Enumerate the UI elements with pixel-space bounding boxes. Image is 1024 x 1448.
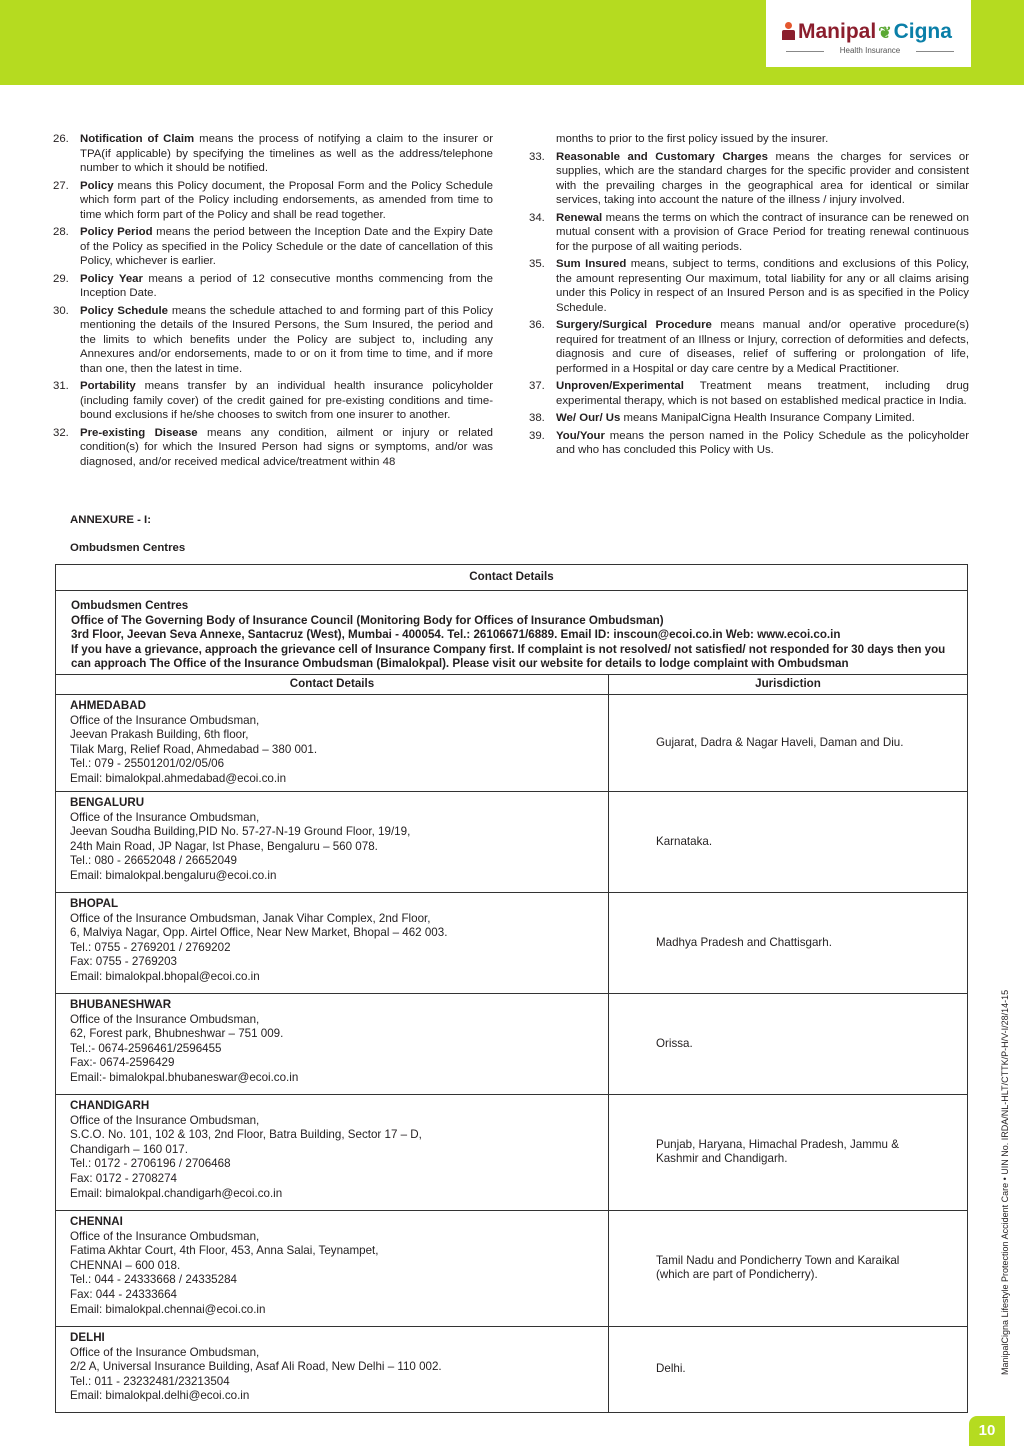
jurisdiction-cell: Madhya Pradesh and Chattisgarh. (609, 892, 968, 993)
intro-line: If you have a grievance, approach the grievance cell of Insurance Company first. If complaint is not resolved/ not satisfied/ not responded for 30 days then you can approach The Office of the Insurance Ombudsman (Bimalokpal). Please visit our website for details to lodge complaint with Ombudsman (71, 642, 946, 671)
logo-subtitle: Health Insurance (786, 46, 954, 55)
table-intro (56, 591, 968, 675)
office-address-line: Office of the Insurance Ombudsman, (70, 1345, 260, 1359)
definitions-left-column (53, 132, 493, 472)
definition-number: 33. (529, 150, 545, 163)
definition-text: means this Policy document, the Proposal Form and the Policy Schedule which form part of the Policy including endorsements, as amended from time to time which form part of the Policy and shall be read together. (80, 179, 493, 221)
definition-term: Policy Period (80, 226, 153, 238)
intro-line: Ombudsmen Centres (71, 599, 189, 612)
logo-brand-cigna: Cigna (893, 20, 952, 43)
office-city: AHMEDABAD (70, 698, 146, 712)
office-address-line: Jeevan Prakash Building, 6th floor, (70, 728, 249, 742)
definition-text: means a period of 12 consecutive months commencing from the Inception Date. (80, 272, 493, 299)
definition-term: Policy Year (80, 272, 143, 285)
definition-text: means ManipalCigna Health Insurance Company Limited. (620, 412, 915, 424)
office-address-line: Chandigarh – 160 017. (70, 1142, 188, 1156)
office-address-cell (56, 791, 609, 892)
company-logo (766, 0, 971, 67)
office-address-line: Email: bimalokpal.bhopal@ecoi.co.in (70, 969, 260, 983)
definition-text: means the period between the Inception Date and the Expiry Date of the Policy as specified in the Policy Schedule or the date of cancellation of this Policy, whichever is earlier. (80, 226, 493, 267)
table-row (56, 1326, 968, 1412)
definition-term: You/Your (556, 429, 605, 442)
office-address-line: CHENNAI – 600 018. (70, 1258, 181, 1272)
definition-text: means any condition, ailment or injury or related condition(s) for which the Insured Person had signs or symptoms, and/or was diagnosed, and/or received medical advice/treatment within 48 (80, 426, 494, 468)
definition-term: Notification of Claim (80, 133, 195, 145)
jurisdiction-cell: Gujarat, Dadra & Nagar Haveli, Daman and Diu. (609, 694, 968, 791)
office-city: CHANDIGARH (70, 1098, 150, 1112)
office-address-line: Fatima Akhtar Court, 4th Floor, 453, Anna Salai, Teynampet, (70, 1244, 379, 1258)
office-address-line: Tel.: 011 - 23232481/23213504 (70, 1374, 230, 1388)
table-row (56, 993, 968, 1094)
office-address-cell (56, 1326, 609, 1412)
definition-continuation: months to prior to the first policy issued by the insurer. (556, 133, 829, 145)
definition-number: 36. (529, 319, 545, 331)
office-address-cell (56, 694, 609, 791)
office-address-line: Tel.: 080 - 26652048 / 26652049 (70, 854, 237, 868)
office-address-line: Tel.: 044 - 24333668 / 24335284 (70, 1273, 237, 1287)
table-row (56, 892, 968, 993)
definition-number: 30. (53, 304, 69, 317)
definition-item (529, 411, 969, 426)
office-address-line: Office of the Insurance Ombudsman, Janak Vihar Complex, 2nd Floor, (70, 911, 431, 925)
definition-item (53, 272, 493, 301)
definition-number: 28. (53, 226, 69, 238)
definition-text: means the schedule attached to and forming part of this Policy mentioning the details of the Insured Persons, the Sum Insured, the period and the limits to which benefits under the Policy are subject to, including any Annexures and/or endorsements, made to or on it from time to time, and if more than one, then the latest in time. (80, 304, 493, 375)
table-row (56, 694, 968, 791)
definition-item (53, 179, 493, 223)
office-address-line: Fax: 044 - 24333664 (70, 1287, 177, 1301)
office-address-line: Fax: 0172 - 2708274 (70, 1171, 177, 1185)
office-address-line: S.C.O. No. 101, 102 & 103, 2nd Floor, Batra Building, Sector 17 – D, (70, 1128, 422, 1142)
definition-text: means the terms on which the contract of insurance can be renewed on mutual consent with a provision of Grace Period for treating renewal continuous for the purpose of all waiting periods. (556, 211, 969, 253)
office-address-line: Office of the Insurance Ombudsman, (70, 713, 260, 727)
definition-text: means, subject to terms, conditions and exclusions of this Policy, the amount representing Our maximum, total liability for any or all claims arising under this Policy in respect of an Insured Person and is as specified in the Policy Schedule. (556, 258, 969, 314)
definition-number: 38. (529, 412, 545, 424)
definition-item (53, 304, 493, 377)
office-address-line: Jeevan Soudha Building,PID No. 57-27-N-19 Ground Floor, 19/19, (70, 825, 411, 839)
office-address-cell (56, 892, 609, 993)
office-address-line: Tel.: 079 - 25501201/02/05/06 (70, 757, 225, 771)
definition-item (53, 379, 493, 423)
header-bar (0, 0, 1024, 85)
office-city: BENGALURU (70, 795, 145, 809)
definition-term: We/ Our/ Us (556, 412, 621, 424)
definition-text: Treatment means treatment, including drug experimental therapy, which is not based on established medical practice in India. (556, 380, 969, 407)
office-city: DELHI (70, 1330, 105, 1344)
office-address-line: 6, Malviya Nagar, Opp. Airtel Office, Near New Market, Bhopal – 462 003. (70, 926, 448, 940)
definition-term: Policy (80, 179, 114, 192)
definition-item (529, 379, 969, 408)
definition-text: means the person named in the Policy Schedule as the policyholder and who has concluded this Policy with Us. (556, 429, 969, 456)
definition-term: Pre-existing Disease (80, 426, 198, 439)
annexure-title: ANNEXURE - I: (70, 514, 152, 526)
logo-person-icon (782, 22, 795, 40)
definition-term: Surgery/Surgical Procedure (556, 319, 712, 331)
ombudsmen-table (55, 564, 968, 1413)
definition-number: 31. (53, 380, 69, 392)
definition-term: Policy Schedule (80, 304, 169, 317)
intro-line: 3rd Floor, Jeevan Seva Annexe, Santacruz (West), Mumbai - 400054. Tel.: 26106671/6889. Email ID: inscoun@ecoi.co.in Web: www.ecoi.co.in (71, 628, 841, 642)
office-city: BHUBANESHWAR (70, 997, 172, 1011)
office-address-cell (56, 993, 609, 1094)
definition-number: 29. (53, 272, 69, 285)
office-address-line: Fax: 0755 - 2769203 (70, 955, 177, 969)
page-number: 10 (969, 1416, 1005, 1446)
definition-term: Renewal (556, 211, 603, 224)
column-header-jurisdiction: Jurisdiction (609, 674, 968, 694)
definition-number: 37. (529, 380, 545, 392)
definition-item (529, 150, 969, 208)
definition-term: Portability (80, 380, 136, 392)
office-address-line: Fax:- 0674-2596429 (70, 1056, 175, 1070)
office-address-line: 24th Main Road, JP Nagar, Ist Phase, Bengaluru – 560 078. (70, 839, 378, 853)
definition-number: 27. (53, 179, 69, 192)
definitions-right-column (529, 132, 969, 461)
logo-brand-manipal: Manipal (798, 20, 877, 43)
definition-number: 35. (529, 258, 545, 270)
table-row (56, 791, 968, 892)
definition-item (53, 132, 493, 176)
column-header-contact: Contact Details (56, 674, 609, 694)
definition-number: 34. (529, 211, 545, 224)
office-address-line: Tilak Marg, Relief Road, Ahmedabad – 380 001. (70, 742, 318, 756)
jurisdiction-cell: Delhi. (609, 1326, 968, 1412)
office-address-cell (56, 1094, 609, 1210)
definition-item (529, 257, 969, 315)
definition-text: means the process of notifying a claim to the insurer or TPA(if applicable) by specifying the timelines as well as the address/telephone number to which it should be notified. (80, 133, 494, 174)
definition-item (53, 426, 493, 470)
jurisdiction-cell: Karnataka. (609, 791, 968, 892)
definition-text: means transfer by an individual health insurance policyholder (including family cover) of the credit gained for pre-existing conditions and time-bound exclusions if he/she chooses to switch from one insurer to another. (80, 380, 493, 421)
definition-text: means manual and/or operative procedure(s) required for treatment of an Illness or Injury, correction of deformities and defects, diagnosis and cure of diseases, relief of suffering or prolongation of life, performed in a Hospital or day care centre by a Medical Practitioner. (556, 319, 969, 375)
definition-text: means the charges for services or supplies, which are the standard charges for the specific provider and consistent with the prevailing charges in the geographical area for identical or similar services, taking into account the nature of the illness / injury involved. (556, 150, 970, 206)
office-address-line: Email: bimalokpal.chennai@ecoi.co.in (70, 1302, 266, 1316)
office-address-line: Tel.:- 0674-2596461/2596455 (70, 1041, 222, 1055)
jurisdiction-cell: Orissa. (609, 993, 968, 1094)
office-address-cell (56, 1210, 609, 1326)
office-address-line: Email: bimalokpal.chandigarh@ecoi.co.in (70, 1186, 283, 1200)
jurisdiction-cell: Punjab, Haryana, Himachal Pradesh, Jammu & Kashmir and Chandigarh. (609, 1094, 968, 1210)
definition-number: 32. (53, 426, 69, 439)
definition-item (529, 429, 969, 458)
office-address-line: Email:- bimalokpal.bhubaneswar@ecoi.co.in (70, 1070, 299, 1084)
office-city: CHENNAI (70, 1214, 123, 1228)
table-row (56, 1210, 968, 1326)
office-address-line: Tel.: 0172 - 2706196 / 2706468 (70, 1157, 231, 1171)
definition-item (529, 318, 969, 376)
office-address-line: Email: bimalokpal.delhi@ecoi.co.in (70, 1389, 250, 1403)
office-address-line: Office of the Insurance Ombudsman, (70, 1012, 260, 1026)
office-address-line: Email: bimalokpal.bengaluru@ecoi.co.in (70, 868, 277, 882)
office-address-line: Tel.: 0755 - 2769201 / 2769202 (70, 940, 231, 954)
office-address-line: 62, Forest park, Bhubneshwar – 751 009. (70, 1027, 284, 1041)
definition-term: Unproven/Experimental (556, 380, 684, 392)
office-city: BHOPAL (70, 896, 119, 910)
logo-tree-icon: ❦ (878, 25, 892, 42)
office-address-line: 2/2 A, Universal Insurance Building, Asaf Ali Road, New Delhi – 110 002. (70, 1360, 442, 1374)
office-address-line: Office of the Insurance Ombudsman, (70, 1113, 260, 1127)
definition-term: Reasonable and Customary Charges (556, 150, 768, 163)
table-row (56, 1094, 968, 1210)
definition-number: 26. (53, 133, 69, 145)
table-top-header: Contact Details (56, 565, 968, 591)
definition-item (53, 225, 493, 269)
definition-term: Sum Insured (556, 258, 627, 270)
definition-number: 39. (529, 429, 545, 442)
jurisdiction-cell: Tamil Nadu and Pondicherry Town and Karaikal (which are part of Pondicherry). (609, 1210, 968, 1326)
definition-item (529, 211, 969, 255)
side-uin-text: ManipalCigna Lifestyle Protection Accident Care • UIN No. IRDA/NL-HLT/CTTK/P-H/V-I/28/14-15 (1000, 989, 1010, 1375)
office-address-line: Email: bimalokpal.ahmedabad@ecoi.co.in (70, 771, 287, 785)
intro-line: Office of The Governing Body of Insurance Council (Monitoring Body for Offices of Insurance Ombudsman) (71, 613, 664, 627)
annexure-subtitle: Ombudsmen Centres (70, 542, 186, 554)
office-address-line: Office of the Insurance Ombudsman, (70, 1229, 260, 1243)
office-address-line: Office of the Insurance Ombudsman, (70, 810, 260, 824)
